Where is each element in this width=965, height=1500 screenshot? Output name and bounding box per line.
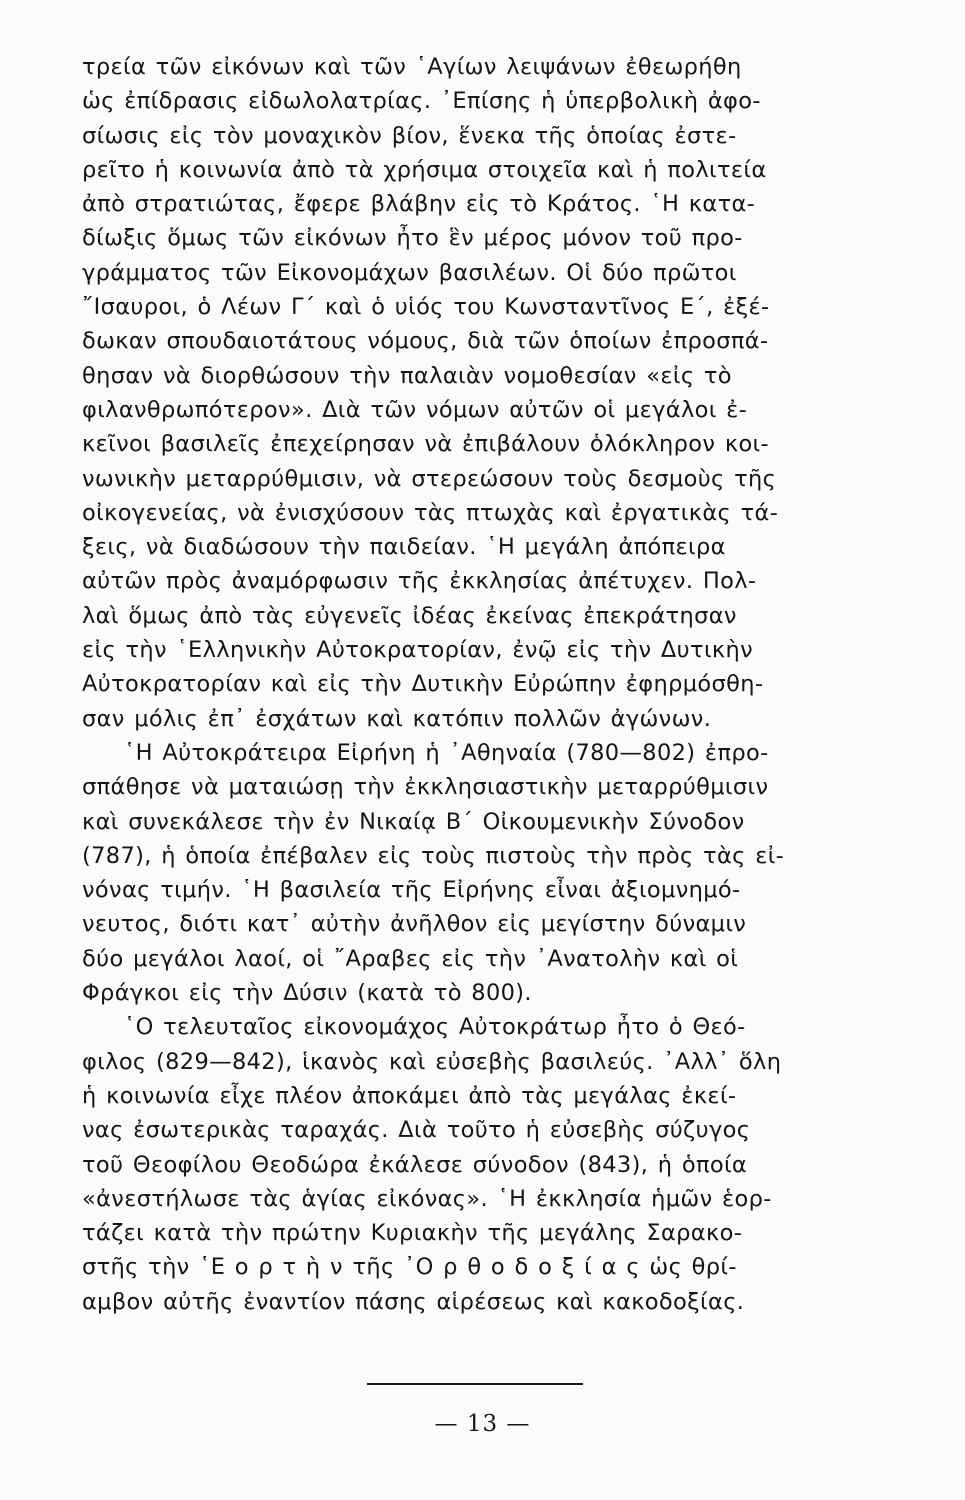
text-line-18: εἰς τὴν ῾Ελληνικὴν Αὐτοκρατορίαν, ἐνῷ εἰς τὴν Δυτικὴν	[82, 637, 754, 664]
footer-divider	[367, 1383, 583, 1385]
text-line-6: δίωξις ὅμως τῶν εἰκόνων ἦτο ἓν μέρος μόνον τοῦ προ-	[82, 225, 743, 252]
text-line-22: σπάθησε νὰ ματαιώσῃ τὴν ἐκκλησιαστικὴν μεταρρύθμισιν	[82, 774, 769, 801]
text-line-9: δωκαν σπουδαιοτάτους νόμους, διὰ τῶν ὁποίων ἐπροσπά-	[82, 328, 769, 355]
text-line-23: καὶ συνεκάλεσε τὴν ἐν Νικαίᾳ Β΄ Οἰκουμενικὴν Σύνοδον	[82, 808, 745, 835]
text-line-30: φιλος (829—842), ἱκανὸς καὶ εὐσεβὴς βασιλεύς. ᾿Αλλ᾿ ὅλη	[82, 1048, 782, 1075]
text-line-3: σίωσις εἰς τὸν μοναχικὸν βίον, ἕνεκα τῆς ὁποίας ἐστε-	[82, 122, 737, 149]
text-line-11: φιλανθρωπότερον». Διὰ τῶν νόμων αὐτῶν οἱ μεγάλοι ἐ-	[82, 396, 748, 423]
text-line-14: οἰκογενείας, νὰ ἐνισχύσουν τὰς πτωχὰς καὶ ἐργατικὰς τά-	[82, 499, 779, 526]
text-line-16: αὐτῶν πρὸς ἀναμόρφωσιν τῆς ἐκκλησίας ἀπέτυχεν. Πολ-	[82, 568, 757, 595]
text-line-4: ρεῖτο ἡ κοινωνία ἀπὸ τὰ χρήσιμα στοιχεῖα καὶ ἡ πολιτεία	[82, 156, 767, 183]
body-text	[82, 50, 850, 1319]
text-line-31: ἡ κοινωνία εἶχε πλέον ἀποκάμει ἀπὸ τὰς μεγάλας ἐκεί-	[82, 1082, 737, 1109]
text-line-8: ῎Ισαυροι, ὁ Λέων Γ΄ καὶ ὁ υἱός του Κωνσταντῖνος Ε΄, ἐξέ-	[82, 294, 770, 321]
text-line-1: τρεία τῶν εἰκόνων καὶ τῶν ῾Αγίων λειψάνων ἐθεωρήθη	[82, 54, 742, 80]
text-line-2: ὡς ἐπίδρασις εἰδωλολατρίας. ᾿Επίσης ἡ ὑπερβολικὴ ἀφο-	[82, 88, 761, 115]
text-line-36: στῆς τὴν ῾Ε ο ρ τ ὴ ν τῆς ᾿Ο ρ θ ο δ ο ξ ί α ς ὡς θρί-	[82, 1254, 737, 1281]
text-line-20: σαν μόλις ἐπ᾿ ἐσχάτων καὶ κατόπιν πολλῶν ἀγώνων.	[82, 705, 712, 732]
paragraph-start-line: ῾Ο τελευταῖος εἰκονομάχος Αὐτοκράτωρ ἦτο ὁ Θεό-	[124, 1014, 746, 1041]
text-line-19: Αὐτοκρατορίαν καὶ εἰς τὴν Δυτικὴν Εὐρώπην ἐφηρμόσθη-	[82, 671, 764, 698]
text-line-34: «ἀνεστήλωσε τὰς ἁγίας εἰκόνας». ῾Η ἐκκλησία ἡμῶν ἑορ-	[82, 1185, 772, 1212]
page-number: — 13 —	[434, 1411, 531, 1437]
text-line-5: ἀπὸ στρατιώτας, ἔφερε βλάβην εἰς τὸ Κράτος. ῾Η κατα-	[82, 191, 756, 218]
text-line-7: γράμματος τῶν Εἰκονομάχων βασιλέων. Οἱ δύο πρῶτοι	[82, 259, 737, 286]
text-line-13: νωνικὴν μεταρρύθμισιν, νὰ στερεώσουν τοὺς δεσμοὺς τῆς	[82, 465, 777, 492]
text-line-27: δύο μεγάλοι λαοί, οἱ ῎Αραβες εἰς τὴν ᾿Ανατολὴν καὶ οἱ	[82, 945, 739, 972]
text-line-37: αμβον αὐτῆς ἐναντίον πάσης αἱρέσεως καὶ κακοδοξίας.	[82, 1288, 745, 1315]
text-line-35: τάζει κατὰ τὴν πρώτην Κυριακὴν τῆς μεγάλης Σαρακο-	[82, 1220, 743, 1247]
text-line-32: νας ἐσωτερικὰς ταραχάς. Διὰ τοῦτο ἡ εὐσεβὴς σύζυγος	[82, 1117, 751, 1144]
text-line-25: νόνας τιμήν. ῾Η βασιλεία τῆς Εἰρήνης εἶναι ἀξιομνημό-	[82, 877, 741, 904]
text-line-12: κεῖνοι βασιλεῖς ἐπεχείρησαν νὰ ἐπιβάλουν ὁλόκληρον κοι-	[82, 431, 769, 458]
text-line-17: λαὶ ὅμως ἀπὸ τὰς εὐγενεῖς ἰδέας ἐκείνας ἐπεκράτησαν	[82, 602, 737, 629]
paragraph-start-line: ῾Η Αὐτοκράτειρα Εἰρήνη ἡ ᾿Αθηναία (780—802) ἐπρο-	[124, 739, 769, 766]
text-line-26: νευτος, διότι κατ᾿ αὐτὴν ἀνῆλθον εἰς μεγίστην δύναμιν	[82, 911, 747, 938]
text-line-33: τοῦ Θεοφίλου Θεοδώρα ἐκάλεσε σύνοδον (843), ἡ ὁποία	[82, 1151, 748, 1178]
text-line-28: Φράγκοι εἰς τὴν Δύσιν (κατὰ τὸ 800).	[82, 980, 532, 1007]
text-line-15: ξεις, νὰ διαδώσουν τὴν παιδείαν. ῾Η μεγάλη ἀπόπειρα	[82, 534, 726, 561]
text-line-10: θησαν νὰ διορθώσουν τὴν παλαιὰν νομοθεσίαν «εἰς τὸ	[82, 362, 732, 389]
text-line-24: (787), ἡ ὁποία ἐπέβαλεν εἰς τοὺς πιστοὺς τὴν πρὸς τὰς εἰ-	[82, 842, 785, 869]
